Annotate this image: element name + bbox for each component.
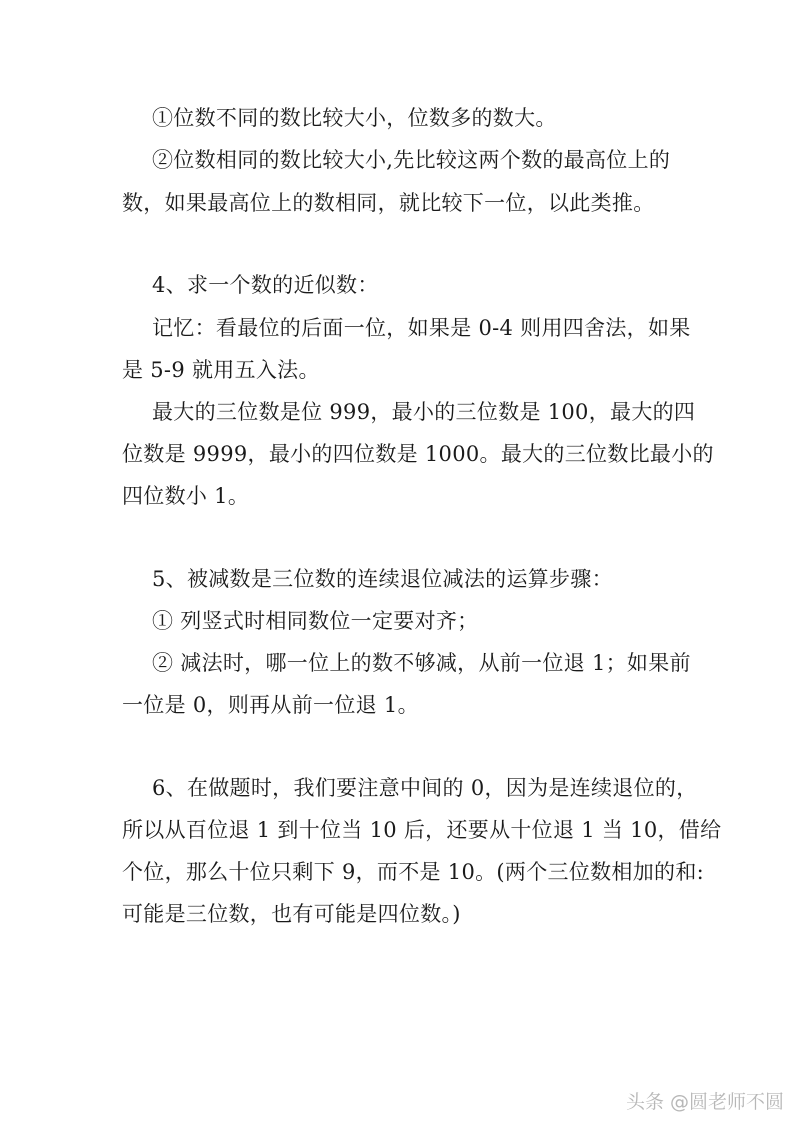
section-4-para-line2: 位数是 9999，最小的四位数是 1000。最大的三位数比最小的 (122, 442, 714, 466)
rule-2-text-line2: 数，如果最高位上的数相同，就比较下一位，以此类推。 (122, 191, 655, 215)
section-4-memory-line1: 记忆：看最位的后面一位，如果是 0-4 则用四舍法，如果 (152, 316, 691, 340)
rule-2-text-line1: ②位数相同的数比较大小,先比较这两个数的最高位上的 (152, 148, 671, 172)
section-4-para-line1: 最大的三位数是位 999，最小的三位数是 100，最大的四 (152, 400, 696, 424)
section-5-heading: 5、被减数是三位数的连续退位减法的运算步骤： (152, 567, 613, 591)
section-4-heading: 4、求一个数的近似数： (152, 273, 379, 297)
watermark: 头条 @圆老师不圆 (625, 1091, 784, 1113)
section-4-para-line3: 四位数小 1。 (122, 484, 250, 508)
section-5-step2-line1: ② 减法时，哪一位上的数不够减，从前一位退 1；如果前 (152, 651, 691, 675)
section-6-line2: 所以从百位退 1 到十位当 10 后，还要从十位退 1 当 10，借给 (122, 818, 722, 842)
section-6-line3: 个位，那么十位只剩下 9，而不是 10。(两个三位数相加的和: (122, 860, 704, 884)
section-4-memory-line2: 是 5-9 就用五入法。 (122, 358, 320, 382)
section-5-step1: ① 列竖式时相同数位一定要对齐； (152, 609, 479, 633)
section-6-line1: 6、在做题时，我们要注意中间的 0，因为是连续退位的， (152, 776, 698, 800)
rule-1-text: ①位数不同的数比较大小，位数多的数大。 (152, 106, 557, 130)
section-5-step2-line2: 一位是 0，则再从前一位退 1。 (122, 693, 419, 717)
section-6-line4: 可能是三位数，也有可能是四位数。) (122, 902, 461, 926)
